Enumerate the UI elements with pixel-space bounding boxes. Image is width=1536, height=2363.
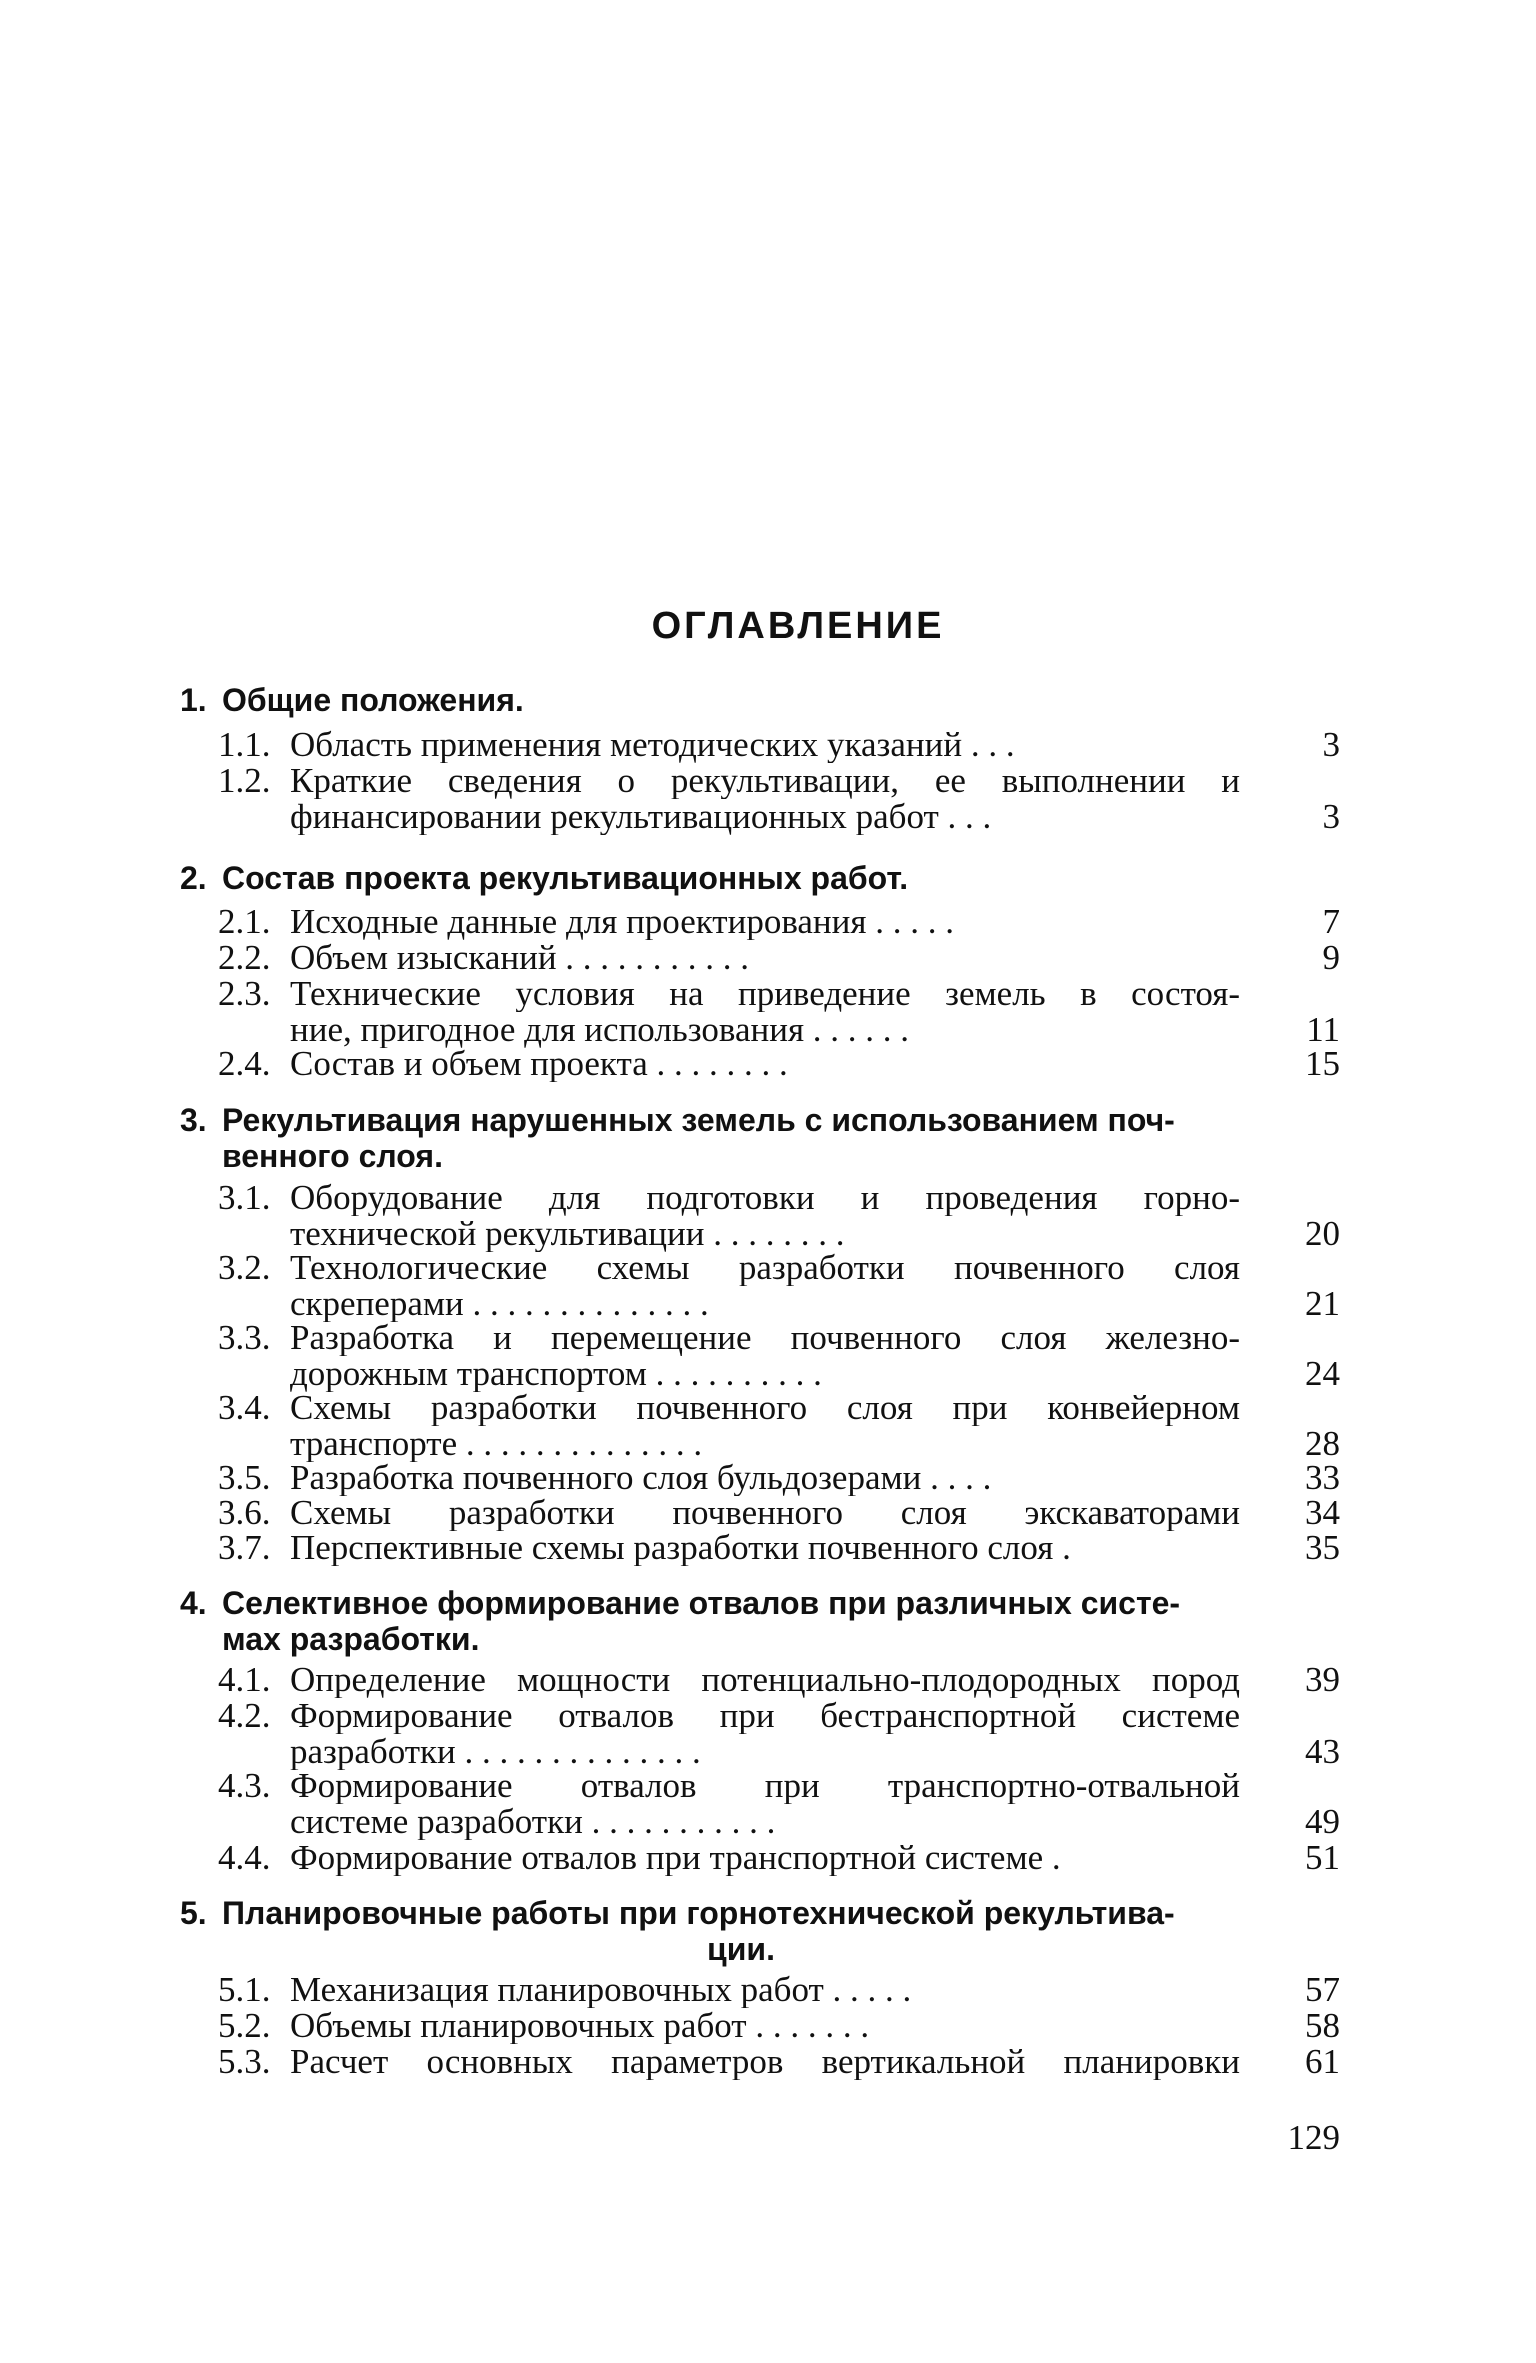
- toc-entry-5-3[interactable]: [218, 2044, 1340, 2080]
- toc-entry-3-3[interactable]: [218, 1320, 1340, 1392]
- toc-entry-1-2[interactable]: [218, 763, 1340, 835]
- toc-entry-3-4[interactable]: [218, 1390, 1340, 1462]
- toc-entry-3-2[interactable]: [218, 1250, 1340, 1322]
- toc-entry-4-3[interactable]: [218, 1768, 1340, 1840]
- section-number: 4.: [180, 1585, 207, 1621]
- entry-page-number: 49: [1305, 1802, 1340, 1841]
- entry-number: 3.5.: [218, 1458, 271, 1497]
- toc-entry-5-1[interactable]: [218, 1972, 1340, 2008]
- section-title: Планировочные работы при горнотехнической рекультива-: [222, 1895, 1175, 1931]
- entry-number: 4.4.: [218, 1838, 271, 1877]
- entry-text: системе разработки . . . . . . . . . . .: [290, 1804, 776, 1840]
- entry-text: Перспективные схемы разработки почвенного слоя .: [290, 1530, 1071, 1566]
- entry-text: Разработка почвенного слоя бульдозерами . . . .: [290, 1460, 992, 1496]
- entry-number: 4.3.: [218, 1766, 271, 1805]
- entry-page-number: 34: [1305, 1493, 1340, 1532]
- section-number: 3.: [180, 1102, 207, 1138]
- entry-number: 4.2.: [218, 1696, 271, 1735]
- entry-page-number: 61: [1305, 2042, 1340, 2081]
- entry-text: Оборудование для подготовки и проведения горно-: [290, 1180, 1240, 1216]
- entry-number: 2.4.: [218, 1044, 271, 1083]
- toc-entry-3-6[interactable]: [218, 1495, 1340, 1531]
- entry-text: Формирование отвалов при бестранспортной системе: [290, 1698, 1240, 1734]
- toc-entry-3-7[interactable]: [218, 1530, 1340, 1566]
- entry-page-number: 21: [1305, 1284, 1340, 1323]
- section-heading-1: [180, 682, 1260, 718]
- section-number: 1.: [180, 682, 207, 718]
- entry-text: Технические условия на приведение земель в состоя-: [290, 976, 1240, 1012]
- entry-page-number: 39: [1305, 1660, 1340, 1699]
- toc-entry-4-1[interactable]: [218, 1662, 1340, 1698]
- toc-entry-4-2[interactable]: [218, 1698, 1340, 1770]
- entry-number: 2.1.: [218, 902, 271, 941]
- toc-entry-3-5[interactable]: [218, 1460, 1340, 1496]
- toc-entry-2-2[interactable]: [218, 940, 1340, 976]
- entry-page-number: 15: [1305, 1044, 1340, 1083]
- entry-page-number: 11: [1306, 1010, 1340, 1049]
- entry-text: Механизация планировочных работ . . . . .: [290, 1972, 912, 2008]
- entry-number: 5.2.: [218, 2006, 271, 2045]
- section-heading-3: [180, 1102, 1260, 1174]
- entry-number: 3.4.: [218, 1388, 271, 1427]
- entry-page-number: 43: [1305, 1732, 1340, 1771]
- entry-page-number: 58: [1305, 2006, 1340, 2045]
- entry-page-number: 9: [1322, 938, 1340, 977]
- section-heading-4: [180, 1585, 1260, 1657]
- entry-text: скреперами . . . . . . . . . . . . . .: [290, 1286, 709, 1322]
- entry-number: 3.6.: [218, 1493, 271, 1532]
- section-title-continued: венного слоя.: [222, 1138, 443, 1174]
- entry-text: Схемы разработки почвенного слоя при конвейерном: [290, 1390, 1240, 1426]
- entry-text: финансировании рекультивационных работ . . .: [290, 799, 992, 835]
- section-title-continued: ции.: [707, 1931, 775, 1967]
- entry-number: 5.3.: [218, 2042, 271, 2081]
- entry-text: разработки . . . . . . . . . . . . . .: [290, 1734, 701, 1770]
- section-title: Состав проекта рекультивационных работ.: [222, 860, 909, 896]
- entry-text: Расчет основных параметров вертикальной планировки: [290, 2044, 1240, 2080]
- entry-page-number: 35: [1305, 1528, 1340, 1567]
- entry-text: ние, пригодное для использования . . . . . .: [290, 1012, 910, 1048]
- entry-number: 3.1.: [218, 1178, 271, 1217]
- section-title: Селективное формирование отвалов при различных систе-: [222, 1585, 1181, 1621]
- entry-page-number: 7: [1322, 902, 1340, 941]
- entry-text: транспорте . . . . . . . . . . . . . .: [290, 1426, 703, 1462]
- section-title: Рекультивация нарушенных земель с использованием поч-: [222, 1102, 1175, 1138]
- section-title: Общие положения.: [222, 682, 524, 718]
- toc-entry-4-4[interactable]: [218, 1840, 1340, 1876]
- toc-entry-2-4[interactable]: [218, 1046, 1340, 1082]
- entry-number: 5.1.: [218, 1970, 271, 2009]
- entry-text: Технологические схемы разработки почвенного слоя: [290, 1250, 1240, 1286]
- entry-number: 1.1.: [218, 725, 271, 764]
- section-number: 5.: [180, 1895, 207, 1931]
- entry-page-number: 24: [1305, 1354, 1340, 1393]
- section-heading-2: [180, 860, 1260, 896]
- entry-text: Область применения методических указаний . . .: [290, 727, 1015, 763]
- entry-text: Объемы планировочных работ . . . . . . .: [290, 2008, 870, 2044]
- entry-text: Разработка и перемещение почвенного слоя железно-: [290, 1320, 1240, 1356]
- page-title: ОГЛАВЛЕНИЕ: [651, 605, 945, 647]
- page-number: 129: [1287, 2118, 1340, 2157]
- entry-page-number: 51: [1305, 1838, 1340, 1877]
- entry-text: дорожным транспортом . . . . . . . . . .: [290, 1356, 822, 1392]
- toc-entry-3-1[interactable]: [218, 1180, 1340, 1252]
- entry-number: 2.3.: [218, 974, 271, 1013]
- entry-text: Схемы разработки почвенного слоя экскаваторами: [290, 1495, 1240, 1531]
- entry-text: технической рекультивации . . . . . . . .: [290, 1216, 845, 1252]
- toc-entry-1-1[interactable]: [218, 727, 1340, 763]
- toc-entry-5-2[interactable]: [218, 2008, 1340, 2044]
- entry-text: Краткие сведения о рекультивации, ее выполнении и: [290, 763, 1240, 799]
- entry-text: Объем изысканий . . . . . . . . . . .: [290, 940, 750, 976]
- section-heading-5: [180, 1895, 1260, 1967]
- entry-page-number: 3: [1322, 725, 1340, 764]
- entry-page-number: 28: [1305, 1424, 1340, 1463]
- entry-text: Определение мощности потенциально-плодородных пород: [290, 1662, 1240, 1698]
- toc-entry-2-1[interactable]: [218, 904, 1340, 940]
- section-number: 2.: [180, 860, 207, 896]
- entry-number: 4.1.: [218, 1660, 271, 1699]
- section-title-continued: мах разработки.: [222, 1621, 480, 1657]
- entry-text: Формирование отвалов при транспортной системе .: [290, 1840, 1061, 1876]
- entry-number: 1.2.: [218, 761, 271, 800]
- entry-page-number: 20: [1305, 1214, 1340, 1253]
- entry-text: Формирование отвалов при транспортно-отвальной: [290, 1768, 1240, 1804]
- entry-number: 3.7.: [218, 1528, 271, 1567]
- entry-page-number: 57: [1305, 1970, 1340, 2009]
- entry-number: 3.2.: [218, 1248, 271, 1287]
- entry-page-number: 33: [1305, 1458, 1340, 1497]
- entry-page-number: 3: [1322, 797, 1340, 836]
- entry-text: Исходные данные для проектирования . . . . .: [290, 904, 954, 940]
- entry-number: 2.2.: [218, 938, 271, 977]
- entry-text: Состав и объем проекта . . . . . . . .: [290, 1046, 788, 1082]
- entry-number: 3.3.: [218, 1318, 271, 1357]
- toc-entry-2-3[interactable]: [218, 976, 1340, 1048]
